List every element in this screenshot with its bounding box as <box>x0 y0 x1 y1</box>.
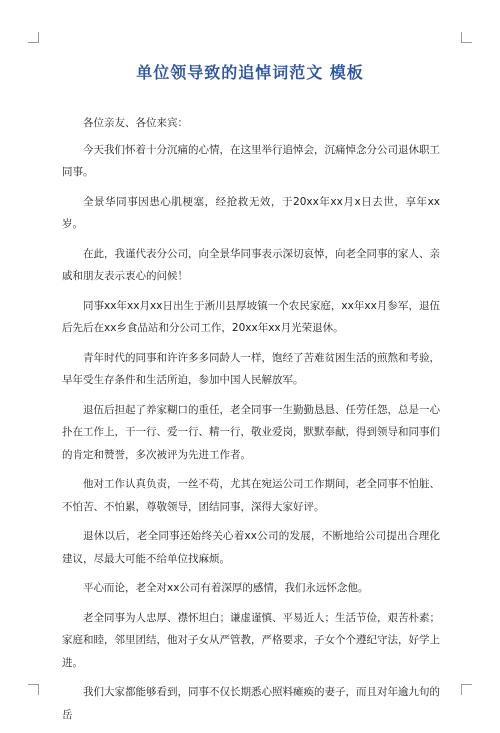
crop-mark-bottom-left <box>28 684 39 695</box>
crop-mark-top-right <box>461 32 472 43</box>
paragraph: 同事xx年xx月xx日出生于淅川县厚坡镇一个农民家庭，xx年xx月参军，退伍后先后在xx乡食品站和分公司工作，20xx年xx月光荣退休。 <box>62 299 440 334</box>
paragraph: 他对工作认真负责，一丝不苟，尤其在宛运公司工作期间，老全同事不怕脏、不怕苦、不怕累，尊敬领导，团结同事，深得大家好评。 <box>62 478 440 513</box>
paragraph: 全景华同事因患心肌梗塞，经抢救无效，于20xx年xx月x日去世，享年xx岁。 <box>62 195 440 230</box>
crop-mark-top-left <box>28 32 39 43</box>
paragraph: 今天我们怀着十分沉痛的心情，在这里举行追悼会，沉痛悼念分公司退休职工同事。 <box>62 143 440 178</box>
paragraph: 退伍后担起了养家糊口的重任，老全同事一生勤勤恳恳、任劳任怨，总是一心扑在工作上，干一行、爱一行、精一行，敬业爱岗，默默奉献，得到领导和同事们的肯定和赞誉，多次被评为先进工作者。 <box>62 403 440 461</box>
paragraph: 老全同事为人忠厚、襟怀坦白；谦虚谨慎、平易近人；生活节俭，艰苦朴素；家庭和睦，邻里团结，他对子女从严管教，严格要求，子女个个遵纪守法，好学上进。 <box>62 611 440 669</box>
document-title: 单位领导致的追悼词范文 模板 <box>136 63 364 82</box>
paragraph: 青年时代的同事和许许多多同龄人一样，饱经了苦难贫困生活的煎熬和考验，早年受生存条件和生活所迫，参加中国人民解放军。 <box>62 351 440 386</box>
crop-mark-bottom-right <box>461 684 472 695</box>
paragraph: 在此，我谨代表分公司，向全景华同事表示深切哀悼，向老全同事的家人、亲戚和朋友表示衷心的问候！ <box>62 247 440 282</box>
paragraph: 我们大家都能够看到，同事不仅长期悉心照料瘫痪的妻子，而且对年逾九旬的岳 <box>62 686 440 721</box>
paragraph-salutation: 各位亲友、各位来宾： <box>83 117 188 129</box>
paragraph: 退休以后，老全同事还始终关心着xx公司的发展，不断地给公司提出合理化建议，尽最大可能不给单位找麻烦。 <box>62 530 440 565</box>
paragraph: 平心而论，老全对xx公司有着深厚的感情，我们永远怀念他。 <box>83 582 369 594</box>
document-body <box>62 112 440 733</box>
